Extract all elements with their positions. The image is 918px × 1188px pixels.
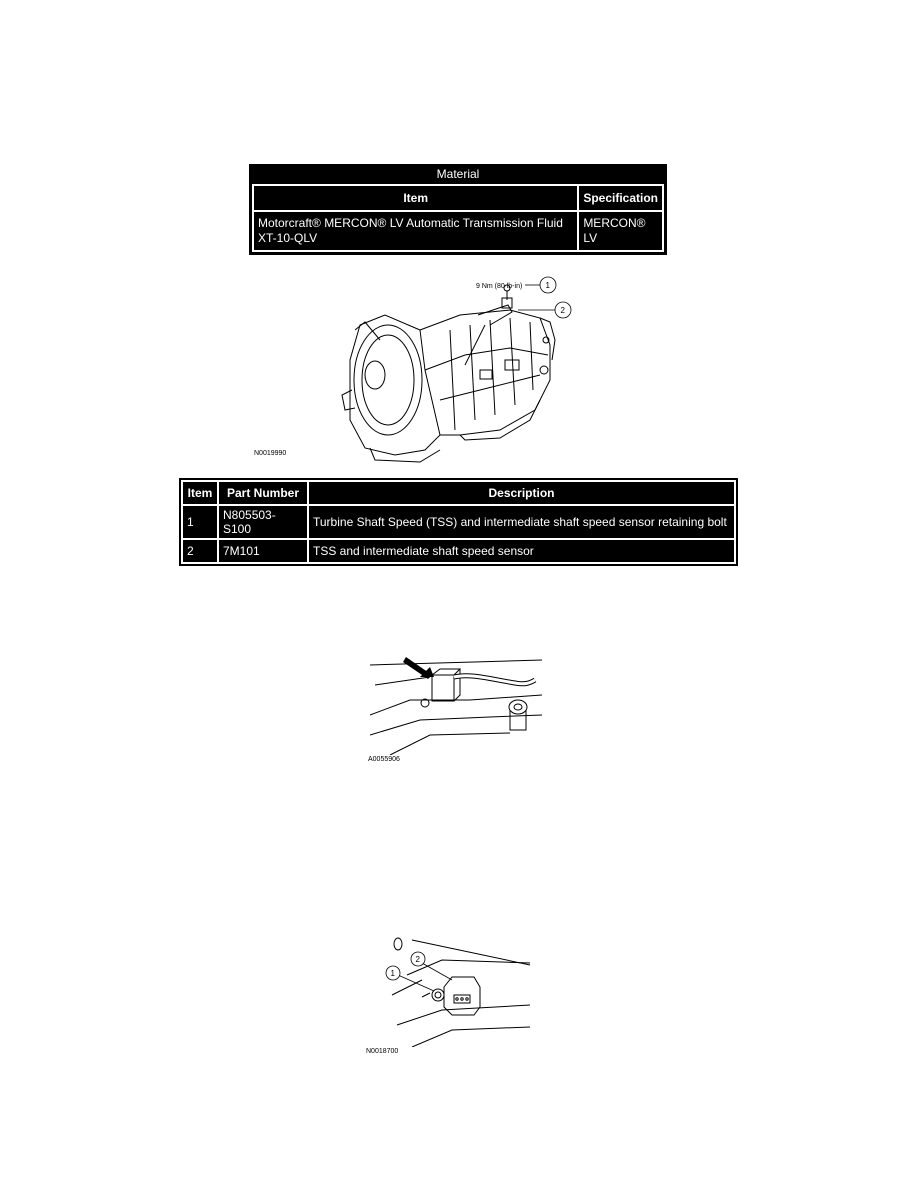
parts-header-part-number: Part Number [218, 481, 308, 505]
material-header-specification: Specification [578, 185, 663, 211]
material-spec-cell: MERCON® LV [578, 211, 663, 251]
parts-part-cell: 7M101 [218, 539, 308, 563]
parts-header-item: Item [182, 481, 218, 505]
transmission-illustration [250, 270, 590, 465]
figure1-code: N0019990 [254, 450, 287, 457]
parts-table [179, 478, 738, 566]
parts-item-cell: 2 [182, 539, 218, 563]
parts-desc-cell: Turbine Shaft Speed (TSS) and intermediate shaft speed sensor retaining bolt [308, 505, 735, 539]
table-row [182, 539, 735, 563]
parts-desc-cell: TSS and intermediate shaft speed sensor [308, 539, 735, 563]
callout-1-label: 1 [545, 281, 550, 290]
table-row [182, 505, 735, 539]
torque-label: 9 Nm (80 lb-in) [476, 283, 523, 290]
material-table [249, 164, 667, 255]
material-item-cell: Motorcraft® MERCON® LV Automatic Transmission Fluid XT-10-QLV [253, 211, 578, 251]
callout-2-label: 2 [560, 306, 565, 315]
parts-header-description: Description [308, 481, 735, 505]
figure3-code: N0018700 [366, 1048, 399, 1055]
figure2-code: A0055906 [368, 756, 400, 763]
callout-2-label: 2 [415, 955, 420, 964]
parts-part-cell: N805503-S100 [218, 505, 308, 539]
callout-1-label: 1 [390, 969, 395, 978]
material-table-caption: Material [436, 167, 480, 181]
parts-item-cell: 1 [182, 505, 218, 539]
table-row [253, 211, 663, 251]
sensor-bolt-illustration [382, 935, 532, 1047]
connector-illustration [370, 655, 545, 755]
material-header-item: Item [253, 185, 578, 211]
